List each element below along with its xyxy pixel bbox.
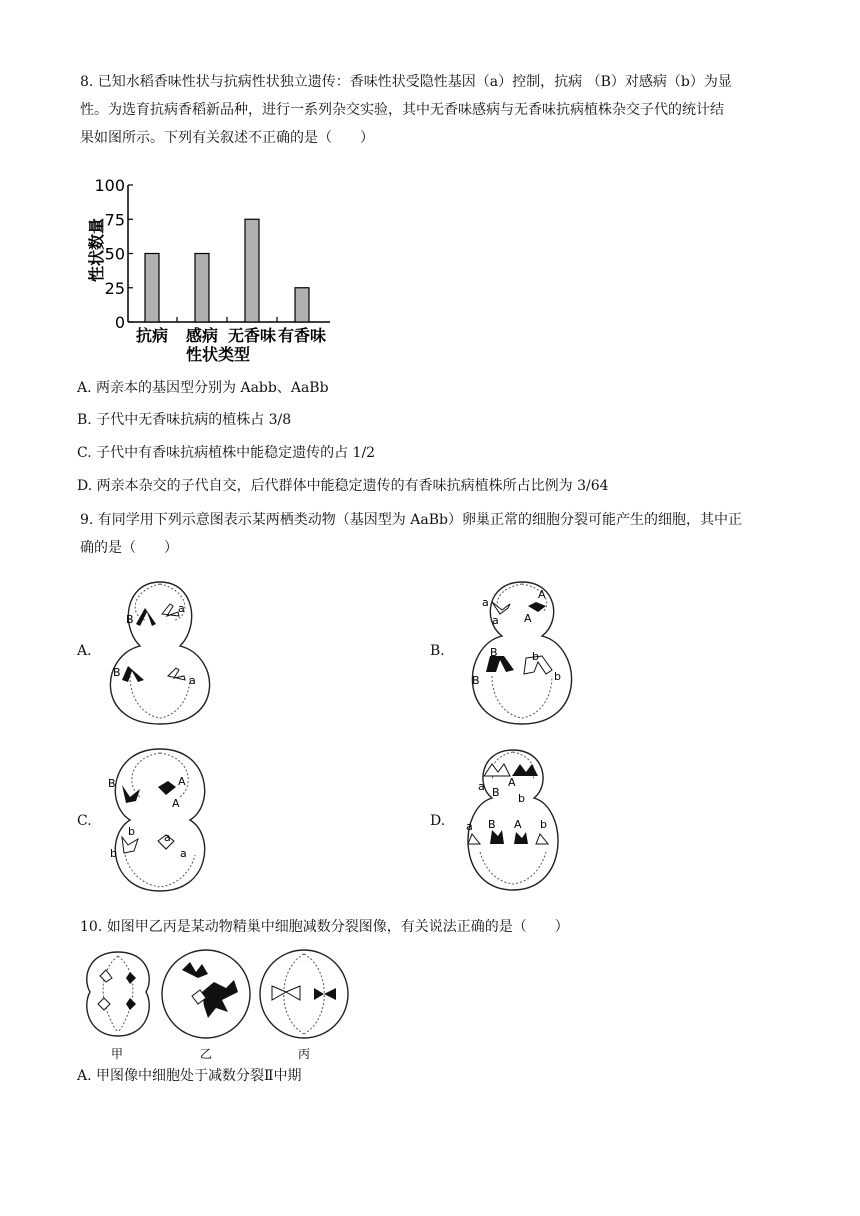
q8-stem-line-2: 性。为选育抗病香稻新品种，进行一系列杂交实验，其中无香味感病与无香味抗病植株杂交子代的统计结 [80, 102, 724, 118]
gene-label: B [108, 777, 116, 790]
y-axis-label: 性状数量 [87, 217, 106, 283]
q8-stem-line-1: 8. 已知水稻香味性状与抗病性状独立遗传：香味性状受隐性基因（a）控制，抗病 （B）对感病（b）为显 [80, 74, 732, 90]
cell-jia [87, 952, 149, 1036]
y-tick-label: 75 [104, 210, 125, 230]
cell-diagram-b[interactable] [462, 576, 582, 726]
chromosome-icon [536, 834, 548, 844]
gene-label: A [514, 818, 522, 831]
q9-option-a-label[interactable]: A. [77, 643, 92, 659]
bar-1 [195, 254, 209, 323]
chromosome-icon [528, 602, 546, 612]
question-8-stem [80, 68, 780, 152]
chromosome-icon [514, 832, 528, 844]
chromosome-icon [126, 998, 136, 1010]
q8-option-b[interactable]: B. 子代中无香味抗病的植株占 3/8 [77, 412, 292, 428]
chromosome-icon [122, 785, 140, 803]
gene-label: b [554, 670, 561, 683]
bar-3 [295, 288, 309, 322]
gene-label: A [178, 775, 186, 788]
q9-stem-line-1: 9. 有同学用下列示意图表示某两栖类动物（基因型为 AaBb）卵巢正常的细胞分裂可能产生的细胞，其中正 [80, 512, 742, 528]
cell-diagram-d[interactable] [458, 746, 568, 892]
chromosome-icon [98, 998, 110, 1010]
question-10-stem: 10. 如图甲乙丙是某动物精巢中细胞减数分裂图像，有关说法正确的是（ ） [80, 919, 569, 935]
y-tick-label: 100 [94, 176, 125, 195]
bar-chart [80, 172, 350, 368]
gene-label: b [110, 847, 117, 860]
gene-label: a [482, 596, 489, 609]
y-tick-label: 25 [104, 278, 125, 298]
figure-label-yi: 乙 [200, 1047, 213, 1061]
chromosome-icon [484, 764, 510, 776]
chromosome-icon [490, 830, 504, 844]
chromosome-icon [512, 764, 538, 776]
gene-label: b [540, 818, 547, 831]
gene-label: a [180, 847, 187, 860]
gene-label: B [488, 818, 496, 831]
chromosome-icon [168, 668, 185, 680]
q9-option-c-label[interactable]: C. [77, 813, 92, 829]
gene-label: b [128, 825, 135, 838]
y-tick-label: 0 [114, 313, 125, 332]
q10-figure [78, 948, 358, 1066]
cell-diagram-a[interactable] [100, 576, 220, 726]
q10-option-a[interactable]: A. 甲图像中细胞处于减数分裂Ⅱ中期 [77, 1068, 302, 1084]
chromosome-icon [162, 604, 179, 616]
chromosome-icon [122, 666, 144, 682]
q8-option-c[interactable]: C. 子代中有香味抗病植株中能稳定遗传的占 1/2 [77, 445, 376, 461]
chromosome-icon [158, 781, 176, 795]
gene-label: A [172, 797, 180, 810]
q9-option-b-label[interactable]: B. [430, 643, 445, 659]
gene-label: a [178, 602, 185, 615]
gene-label: a [164, 831, 171, 844]
chromosome-icon [136, 608, 156, 626]
cell-membrane [115, 749, 204, 891]
gene-label: A [524, 612, 532, 625]
chromosome-icon [122, 837, 138, 853]
gene-label: a [478, 780, 485, 793]
question-9-stem [80, 506, 780, 562]
gene-label: B [492, 786, 500, 799]
cell-membrane [110, 582, 209, 724]
gene-label: a [466, 820, 473, 833]
chromosome-icon [314, 988, 336, 1000]
q8-option-d[interactable]: D. 两亲本杂交的子代自交，后代群体中能稳定遗传的有香味抗病植株所占比例为 3/64 [77, 478, 609, 494]
cell-diagram-c[interactable] [100, 745, 220, 895]
chromosome-icon [100, 970, 112, 982]
gene-label: a [189, 674, 196, 687]
q8-stem-line-3: 果如图所示。下列有关叙述不正确的是（ ） [80, 130, 374, 146]
q8-option-a[interactable]: A. 两亲本的基因型分别为 Aabb、AaBb [77, 380, 329, 396]
gene-label: B [472, 674, 480, 687]
gene-label: a [492, 614, 499, 627]
gene-label: A [508, 776, 516, 789]
gene-label: A [538, 588, 546, 601]
x-tick-label: 有香味 [277, 326, 327, 345]
chromosome-icon [126, 972, 136, 984]
bar-2 [245, 219, 259, 322]
figure-label-bing: 丙 [298, 1047, 311, 1061]
gene-label: B [126, 613, 134, 626]
x-tick-label: 抗病 [135, 326, 169, 345]
chromosome-icon [272, 986, 300, 1000]
x-tick-label: 无香味 [227, 326, 277, 345]
q9-option-d-label[interactable]: D. [430, 813, 446, 829]
y-tick-label: 50 [104, 244, 125, 264]
x-axis-label: 性状类型 [185, 345, 251, 364]
q9-stem-line-2: 确的是（ ） [80, 540, 178, 556]
x-tick-label: 感病 [185, 326, 219, 345]
gene-label: b [532, 650, 539, 663]
figure-label-jia: 甲 [111, 1047, 124, 1061]
gene-label: b [518, 792, 525, 805]
chromosome-icon [468, 834, 480, 844]
gene-label: B [490, 646, 498, 659]
bar-0 [145, 254, 159, 323]
gene-label: B [113, 666, 121, 679]
chromosome-icon [202, 980, 238, 1018]
chromosome-icon [492, 602, 510, 614]
chromosome-icon [182, 962, 208, 978]
